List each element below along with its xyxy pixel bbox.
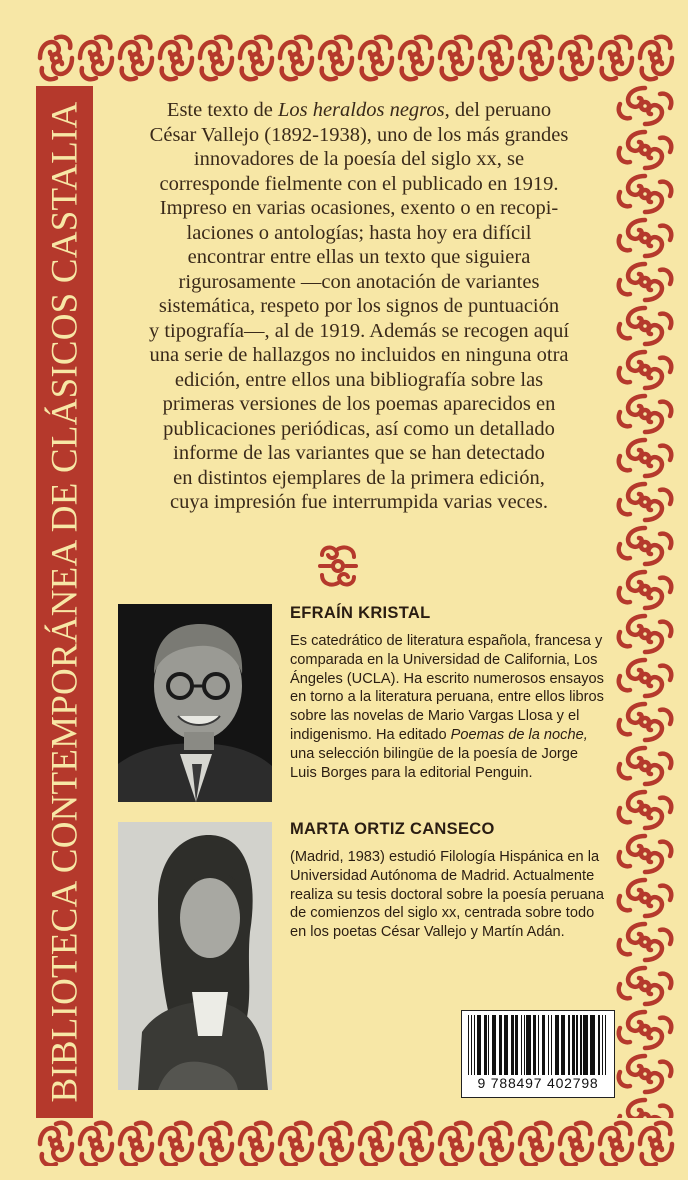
blurb-line: laciones o antologías; hasta hoy era difícil bbox=[186, 221, 532, 244]
blurb-line: César Vallejo (1892-1938), uno de los más grandes bbox=[149, 123, 569, 146]
blurb-line: una serie de hallazgos no incluidos en ninguna otra bbox=[149, 344, 569, 366]
blurb-line: Impreso en varias ocasiones, exento o en recopi- bbox=[159, 197, 559, 219]
isbn-number: 9 788497 402798 bbox=[477, 1075, 599, 1091]
blurb-line: corresponde fielmente con el publicado en 1919. bbox=[159, 172, 559, 195]
blurb-line: publicaciones periódicas, así como un detallado bbox=[163, 417, 555, 440]
blurb-line: en distintos ejemplares de la primera edición, bbox=[173, 466, 545, 489]
blurb-line: rigurosamente —con anotación de variantes bbox=[178, 270, 540, 293]
blurb-line: innovadores de la poesía del siglo xx, se bbox=[193, 148, 525, 170]
book-title: Los heraldos negros bbox=[277, 99, 445, 121]
ornamental-border-right bbox=[614, 84, 676, 1118]
author-name: EFRAÍN KRISTAL bbox=[290, 604, 431, 622]
blurb-line: y tipografía—, al de 1919. Además se recogen aquí bbox=[148, 319, 570, 342]
isbn-barcode bbox=[461, 1010, 615, 1098]
barcode-bars bbox=[468, 1015, 608, 1075]
blurb-line: primeras versiones de los poemas aparecidos en bbox=[162, 393, 556, 415]
blurb-line: sistemática, respeto por los signos de puntuación bbox=[158, 295, 560, 317]
blurb-line: informe de las variantes que se han detectado bbox=[173, 442, 545, 464]
barcode-bar bbox=[606, 1015, 607, 1075]
ornamental-border-top bbox=[36, 32, 676, 84]
author-bio: Es catedrático de literatura española, francesa y comparada en la Universidad de California, Los Ángeles (UCLA). Ha escrito numerosos ensayos en torno a la literatura peruana, entre ellos libros sobre las novelas de Mario Vargas Llosa y el indigenismo. Ha editado Poemas de la noche, una selección bilingüe de la poesía de Jorge Luis Borges para la editorial Penguin. bbox=[290, 633, 604, 781]
ornamental-border-bottom bbox=[36, 1118, 676, 1166]
book-blurb bbox=[106, 98, 612, 515]
author-name: MARTA ORTIZ CANSECO bbox=[290, 820, 495, 838]
series-title: BIBLIOTECA CONTEMPORÁNEA DE CLÁSICOS CASTALIA bbox=[44, 101, 85, 1103]
blurb-line: edición, entre ellos una bibliografía sobre las bbox=[174, 368, 544, 391]
blurb-line: cuya impresión fue interrumpida varias veces. bbox=[170, 491, 548, 513]
fleuron-icon bbox=[316, 545, 360, 587]
blurb-line: encontrar entre ellas un texto que siguiera bbox=[187, 246, 531, 268]
author-photo-ortiz bbox=[118, 822, 272, 1090]
series-spine bbox=[36, 86, 93, 1118]
author-photo-kristal bbox=[118, 604, 272, 802]
blurb-line: Este texto de Los heraldos negros, del peruano bbox=[166, 99, 552, 121]
author-bio: (Madrid, 1983) estudió Filología Hispánica en la Universidad Autónoma de Madrid. Actualmente realiza su tesis doctoral sobre la poesía peruana de comienzos del siglo xx, centrada sobre todo en los poetas César Vallejo y Martín Adán. bbox=[290, 849, 604, 941]
